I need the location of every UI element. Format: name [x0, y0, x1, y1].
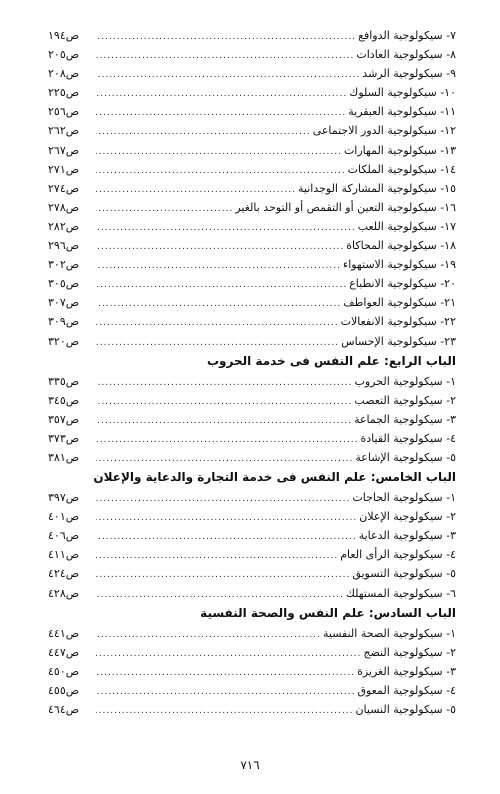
toc-entry [48, 141, 456, 160]
toc-entry-title: ٢٠- سيكولوجية الانطباع [349, 277, 456, 291]
toc-entry-title: ٦- سيكولوجية المستهلك [345, 586, 456, 600]
toc-entry-page: ص٤٢٨ [48, 586, 80, 600]
dot-leader [96, 664, 355, 683]
toc-entry [48, 372, 456, 391]
toc-entry-title: ٢- سيكولوجية التعصب [354, 393, 456, 407]
toc-entry [48, 507, 456, 526]
section-heading: الباب الرابع: علم النفس فى خدمة الحروب [206, 353, 456, 368]
toc-entry [48, 179, 456, 198]
toc-entry-page: ص٢٠٥ [48, 48, 80, 62]
toc-entry-title: ٣- سيكولوجية الدعاية [358, 529, 456, 543]
dot-leader [96, 334, 339, 353]
toc-entry-page: ص٣٠٢ [48, 258, 80, 272]
dot-leader [96, 295, 341, 314]
toc-entry-page: ص٤٢٤ [48, 567, 80, 581]
toc-entry-page: ص٤٦٤ [48, 703, 80, 716]
toc-entry [48, 293, 456, 312]
toc-entry-title: ١٦- سيكولوجية التعين أو التقمص أو التوحد بالغير [235, 200, 456, 214]
toc-entry [48, 662, 456, 681]
toc-entry-page: ص٣٩٧ [48, 491, 80, 505]
toc-entry [48, 448, 456, 467]
dot-leader [96, 257, 341, 276]
toc-entry-title: ٢- سيكولوجية الإعلان [359, 510, 456, 524]
toc-entry-page: ص٤٠١ [48, 510, 80, 524]
toc-entry [48, 160, 456, 179]
toc-entry-title: ٣- سيكولوجية الغريزة [357, 664, 456, 678]
dot-leader [96, 85, 347, 104]
toc-entry-page: ص٢٨٢ [48, 219, 80, 233]
toc-entry-page: ص٤٥٠ [48, 664, 80, 678]
dot-leader [96, 374, 353, 393]
toc-entry [48, 584, 456, 603]
toc-entry [48, 217, 456, 236]
dot-leader [96, 547, 338, 566]
section-heading: الباب الخامس: علم النفس فى خدمة التجارة والدعاية والإعلان [93, 470, 456, 485]
toc-entry-title: ٩- سيكولوجية الرشد [362, 67, 456, 81]
toc-entry-page: ص٤٤٧ [48, 645, 80, 659]
dot-leader [96, 104, 346, 123]
toc-entry-page: ص٣٤٥ [48, 393, 80, 407]
page-number: ٧١٦ [240, 758, 260, 772]
toc-entry-page: ص٢٦٢ [48, 124, 80, 138]
toc-entry [48, 83, 456, 102]
dot-leader [96, 645, 361, 664]
toc-entry-title: ١٠- سيكولوجية السلوك [349, 86, 456, 100]
toc-entry [48, 64, 456, 83]
toc-entry-title: ١٢- سيكولوجية الدور الاجتماعى [312, 124, 456, 138]
toc-entry-title: ٢٣- سيكولوجية الإحساس [341, 334, 456, 348]
toc-entry-title: ٥- سيكولوجية الإشاعة [355, 450, 456, 464]
toc-entry-page: ص٢٠٨ [48, 67, 80, 81]
toc-entry-title: ١٨- سيكولوجية المحاكاة [346, 239, 456, 253]
toc-entry-title: ٤- سيكولوجية الرأى العام [340, 548, 456, 562]
dot-leader [96, 200, 233, 219]
dot-leader [96, 490, 350, 509]
toc-entry-title: ١٤- سيكولوجية الملكات [347, 162, 456, 176]
toc-entry-page: ص٣٧٣ [48, 431, 80, 445]
toc-entry [48, 26, 456, 45]
toc-entry-title: ٤- سيكولوجية المعوق [357, 683, 456, 697]
toc-entry-page: ص٣٨١ [48, 450, 80, 464]
toc-entry [48, 45, 456, 64]
toc-entry-title: ٢١- سيكولوجية العواطف [343, 296, 456, 310]
toc-entry [48, 429, 456, 448]
toc-entry [48, 700, 456, 719]
toc-entry-title: ٢- سيكولوجية النضج [363, 645, 456, 659]
dot-leader [96, 47, 354, 66]
toc-entry-page: ص١٩٤ [48, 29, 80, 42]
toc-entry-page: ص٣٣٥ [48, 374, 80, 388]
toc-entry-page: ص٤١١ [48, 548, 80, 562]
toc-entry [48, 274, 456, 293]
toc-entry-title: ٥- سيكولوجية النسيان [355, 703, 456, 716]
toc-entry [48, 312, 456, 331]
toc-entry-title: ٣- سيكولوجية الجماعة [354, 412, 456, 426]
toc-entry-page: ص٢٧٨ [48, 200, 80, 214]
toc-entry-page: ص٣٥٧ [48, 412, 80, 426]
toc-entry-page: ص٤٤١ [48, 626, 80, 640]
toc-entry-page: ص٣٠٩ [48, 315, 80, 329]
toc-entry-page: ص٣٠٧ [48, 296, 80, 310]
toc-entry-page: ص٢٧٤ [48, 181, 80, 195]
toc-entry [48, 332, 456, 351]
toc-entry-title: ١- سيكولوجية الحاجات [352, 491, 456, 505]
toc-entry [48, 102, 456, 121]
toc-entry-title: ١٥- سيكولوجية المشاركة الوجدانية [297, 181, 456, 195]
dot-leader [96, 66, 360, 85]
toc-entry-title: ١٩- سيكولوجية الاستهواء [343, 258, 456, 272]
dot-leader [96, 314, 339, 333]
toc-entry [48, 564, 456, 583]
toc-entry [48, 198, 456, 217]
dot-leader [96, 702, 353, 721]
toc-entry [48, 121, 456, 140]
dot-leader [96, 276, 347, 295]
toc-entry-title: ١٣- سيكولوجية المهارات [343, 143, 456, 157]
dot-leader [96, 219, 356, 238]
toc-entry-title: ١- سيكولوجية الحروب [354, 374, 456, 388]
toc-entry-page: ص٢٩٦ [48, 239, 80, 253]
toc-entry-title: ٥- سيكولوجية التسويق [352, 567, 456, 581]
dot-leader [96, 586, 344, 605]
dot-leader [96, 626, 321, 645]
toc-entry-page: ص٤٥٥ [48, 683, 80, 697]
toc-entry-page: ص٢٦٧ [48, 143, 80, 157]
toc-entry-page: ص٤٠٦ [48, 529, 80, 543]
toc-entry-title: ١١- سيكولوجية العبقرية [348, 105, 456, 119]
toc-entry [48, 624, 456, 643]
toc-entry-page: ص٣٠٥ [48, 277, 80, 291]
toc-entry-page: ص٢٢٥ [48, 86, 80, 100]
toc-entry-title: ١- سيكولوجية الصحة النفسية [323, 626, 456, 640]
dot-leader [96, 431, 358, 450]
toc-entry-page: ص٢٥٦ [48, 105, 80, 119]
toc-entry [48, 391, 456, 410]
dot-leader [96, 528, 357, 547]
toc-entry [48, 545, 456, 564]
dot-leader [96, 509, 357, 528]
dot-leader [96, 28, 356, 47]
toc-entry [48, 488, 456, 507]
dot-leader [96, 123, 311, 142]
dot-leader [96, 393, 352, 412]
dot-leader [96, 683, 355, 702]
toc-entry [48, 643, 456, 662]
toc-entry [48, 681, 456, 700]
toc-entry [48, 526, 456, 545]
toc-entry-page: ص٢٧١ [48, 162, 80, 176]
dot-leader [96, 412, 352, 431]
toc-entry-title: ٧- سيكولوجية الدوافع [358, 29, 456, 42]
dot-leader [96, 566, 350, 585]
toc-entry [48, 410, 456, 429]
section-heading: الباب السادس: علم النفس والصحة النفسية [200, 605, 456, 620]
toc-entry [48, 255, 456, 274]
table-of-contents [48, 26, 456, 719]
dot-leader [96, 143, 342, 162]
toc-entry-title: ١٧- سيكولوجية اللعب [357, 219, 456, 233]
toc-entry-title: ٢٢- سيكولوجية الانفعالات [340, 315, 456, 329]
toc-entry [48, 236, 456, 255]
toc-entry-page: ص٣٢٠ [48, 334, 80, 348]
dot-leader [96, 238, 344, 257]
toc-entry-title: ٨- سيكولوجية العادات [356, 48, 456, 62]
toc-entry-title: ٤- سيكولوجية القيادة [360, 431, 456, 445]
